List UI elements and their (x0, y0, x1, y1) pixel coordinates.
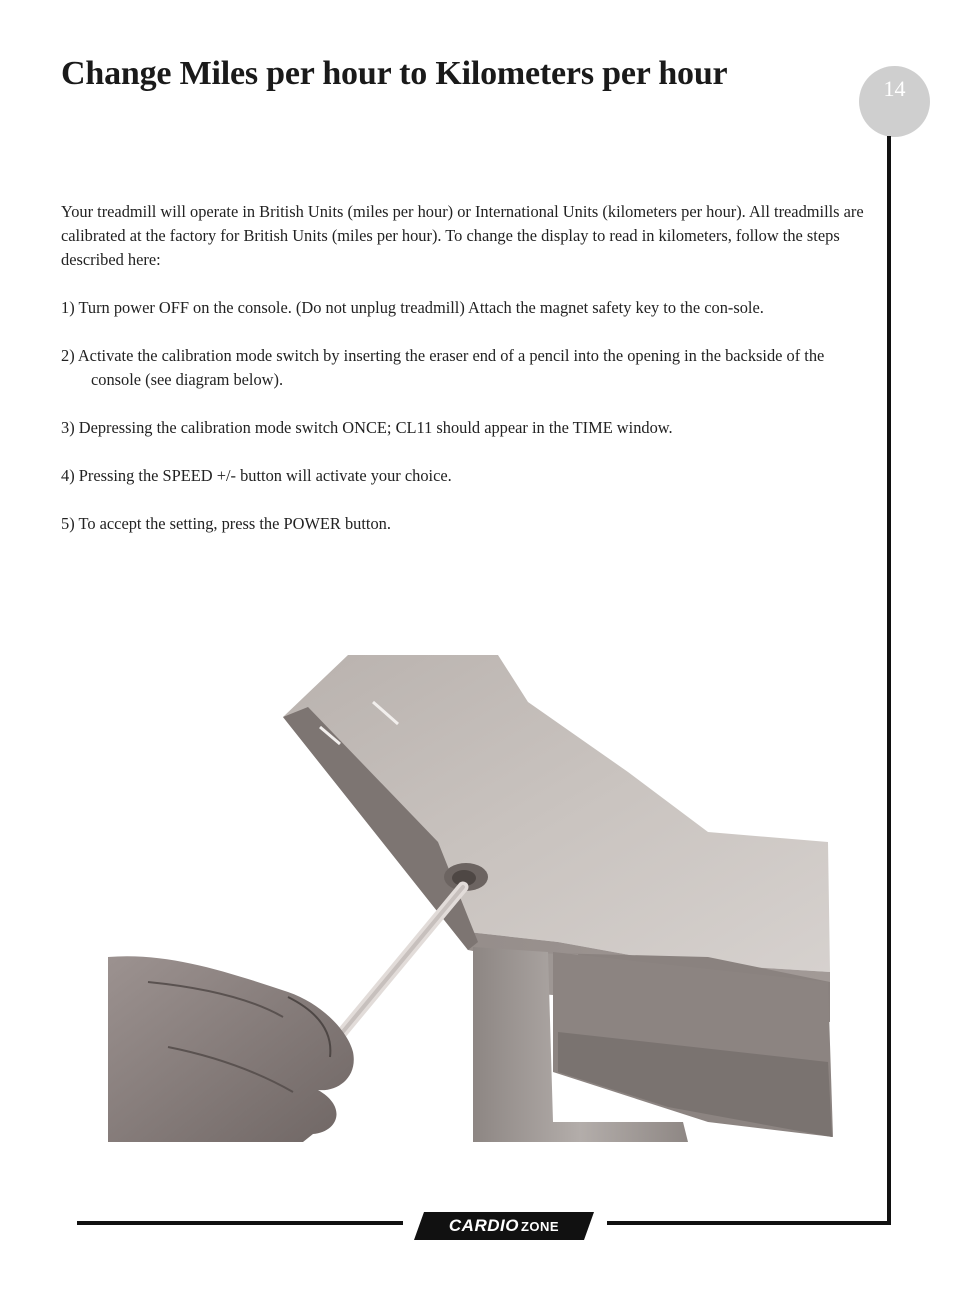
page-number: 14 (883, 76, 906, 101)
step-2: 2) Activate the calibration mode switch by inserting the eraser end of a pencil into the opening in the backside of the console (see diagram below). (61, 346, 825, 389)
logo-zone-text: ZONE (520, 1218, 560, 1234)
right-border-line (887, 136, 891, 1225)
logo-cardio-text: CARDIO (448, 1216, 519, 1235)
footer-rule-left (77, 1221, 403, 1225)
instructions-text (61, 200, 876, 560)
page-number-badge (859, 66, 930, 137)
calibration-switch-photo (108, 652, 836, 1142)
step-1: 1) Turn power OFF on the console. (Do not unplug treadmill) Attach the magnet safety key to the con-sole. (61, 298, 764, 317)
step-5: 5) To accept the setting, press the POWER button. (61, 514, 391, 533)
page-title: Change Miles per hour to Kilometers per hour (61, 55, 728, 92)
step-3: 3) Depressing the calibration mode switch ONCE; CL11 should appear in the TIME window. (61, 418, 673, 437)
intro-paragraph: Your treadmill will operate in British Units (miles per hour) or International Units (kilometers per hour). All treadmills are calibrated at the factory for British Units (miles per hour). To change the display to read in kilometers, follow the steps described here: (61, 202, 864, 269)
cardiozone-logo (414, 1210, 594, 1242)
step-4: 4) Pressing the SPEED +/- button will activate your choice. (61, 466, 452, 485)
footer-rule-right (607, 1221, 891, 1225)
